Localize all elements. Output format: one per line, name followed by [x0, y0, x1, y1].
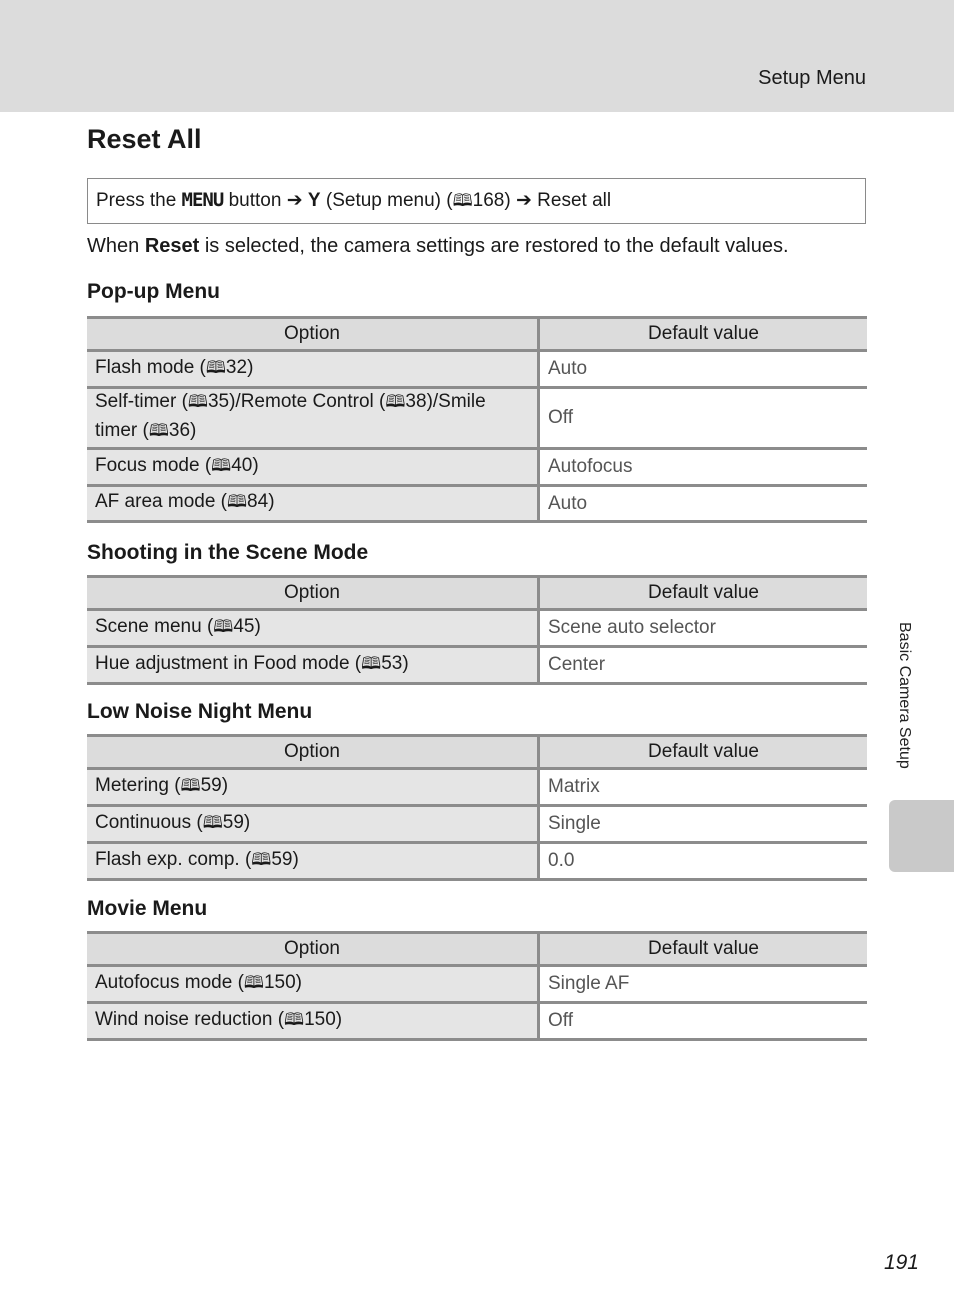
navigation-path: [87, 178, 866, 224]
option-cell: AF area mode (🕮84): [87, 486, 539, 522]
wrench-icon: Y: [307, 190, 321, 211]
chapter-tab: [889, 800, 954, 872]
book-icon: 🕮: [213, 616, 234, 637]
column-header-default: Default value: [539, 318, 868, 351]
column-header-default: Default value: [539, 736, 868, 769]
book-icon: 🕮: [251, 849, 272, 870]
arrow-icon: ➔: [515, 190, 532, 211]
table-row: [87, 610, 867, 647]
book-icon: 🕮: [361, 653, 382, 674]
value-cell: Scene auto selector: [539, 610, 868, 647]
menu-button-icon: MENU: [181, 189, 224, 211]
page-ref: 168: [472, 190, 505, 211]
option-cell: Continuous (🕮59): [87, 806, 539, 843]
scene-mode-table: [87, 575, 867, 685]
arrow-icon: ➔: [286, 190, 303, 211]
table-row: [87, 351, 867, 388]
book-icon: 🕮: [211, 455, 232, 476]
table-row: [87, 769, 867, 806]
value-cell: Single AF: [539, 966, 868, 1003]
column-header-default: Default value: [539, 933, 868, 966]
page-number: 191: [883, 1251, 919, 1274]
table-row: [87, 449, 867, 486]
column-header-option: Option: [87, 933, 539, 966]
section-title-scene-mode: Shooting in the Scene Mode: [87, 541, 369, 564]
option-cell: Focus mode (🕮40): [87, 449, 539, 486]
value-cell: Autofocus: [539, 449, 868, 486]
book-icon: 🕮: [202, 812, 223, 833]
intro-part: When: [87, 235, 145, 257]
option-cell: Metering (🕮59): [87, 769, 539, 806]
low-noise-night-table: [87, 734, 867, 881]
value-cell: Center: [539, 647, 868, 684]
intro-bold: Reset: [144, 235, 200, 257]
column-header-option: Option: [87, 318, 539, 351]
table-row: [87, 486, 867, 522]
nav-text: Reset all: [531, 190, 612, 211]
column-header-default: Default value: [539, 577, 868, 610]
value-cell: Auto: [539, 486, 868, 522]
option-cell: Autofocus mode (🕮150): [87, 966, 539, 1003]
popup-menu-table: [87, 316, 867, 523]
table-row: [87, 388, 867, 449]
table-row: [87, 806, 867, 843]
book-icon: 🕮: [187, 392, 208, 412]
value-cell: Single: [539, 806, 868, 843]
option-cell: Self-timer (🕮35)/Remote Control (🕮38)/Smile timer (🕮36): [87, 388, 539, 449]
option-cell: Flash mode (🕮32): [87, 351, 539, 388]
column-header-option: Option: [87, 736, 539, 769]
book-icon: 🕮: [148, 421, 169, 441]
movie-menu-table: [87, 931, 867, 1041]
header-band: [0, 0, 954, 112]
table-row: [87, 647, 867, 684]
value-cell: Matrix: [539, 769, 868, 806]
value-cell: Off: [539, 1003, 868, 1040]
value-cell: 0.0: [539, 843, 868, 880]
value-cell: Off: [539, 388, 868, 449]
table-row: [87, 1003, 867, 1040]
section-title-low-noise-night: Low Noise Night Menu: [87, 700, 313, 723]
side-chapter-label: Basic Camera Setup: [896, 622, 913, 769]
book-icon: 🕮: [243, 972, 264, 993]
intro-text: [87, 235, 789, 258]
book-icon: 🕮: [284, 1009, 305, 1030]
section-header: Setup Menu: [758, 67, 866, 89]
column-header-option: Option: [87, 577, 539, 610]
book-icon: 🕮: [452, 191, 473, 211]
option-cell: Flash exp. comp. (🕮59): [87, 843, 539, 880]
option-cell: Hue adjustment in Food mode (🕮53): [87, 647, 539, 684]
intro-part: is selected, the camera settings are restored to the default values.: [199, 235, 789, 257]
option-cell: Scene menu (🕮45): [87, 610, 539, 647]
book-icon: 🕮: [385, 392, 406, 412]
section-title-movie-menu: Movie Menu: [87, 897, 208, 920]
nav-text: ): [504, 190, 516, 211]
table-row: [87, 843, 867, 880]
nav-text: button: [223, 190, 287, 211]
book-icon: 🕮: [227, 492, 248, 512]
value-cell: Auto: [539, 351, 868, 388]
page-title: Reset All: [87, 124, 202, 154]
nav-text: (Setup menu) (: [320, 190, 453, 211]
book-icon: 🕮: [180, 775, 201, 796]
option-cell: Wind noise reduction (🕮150): [87, 1003, 539, 1040]
book-icon: 🕮: [205, 357, 226, 378]
nav-text: Press the: [96, 190, 182, 211]
table-row: [87, 966, 867, 1003]
section-title-popup-menu: Pop-up Menu: [87, 280, 220, 303]
